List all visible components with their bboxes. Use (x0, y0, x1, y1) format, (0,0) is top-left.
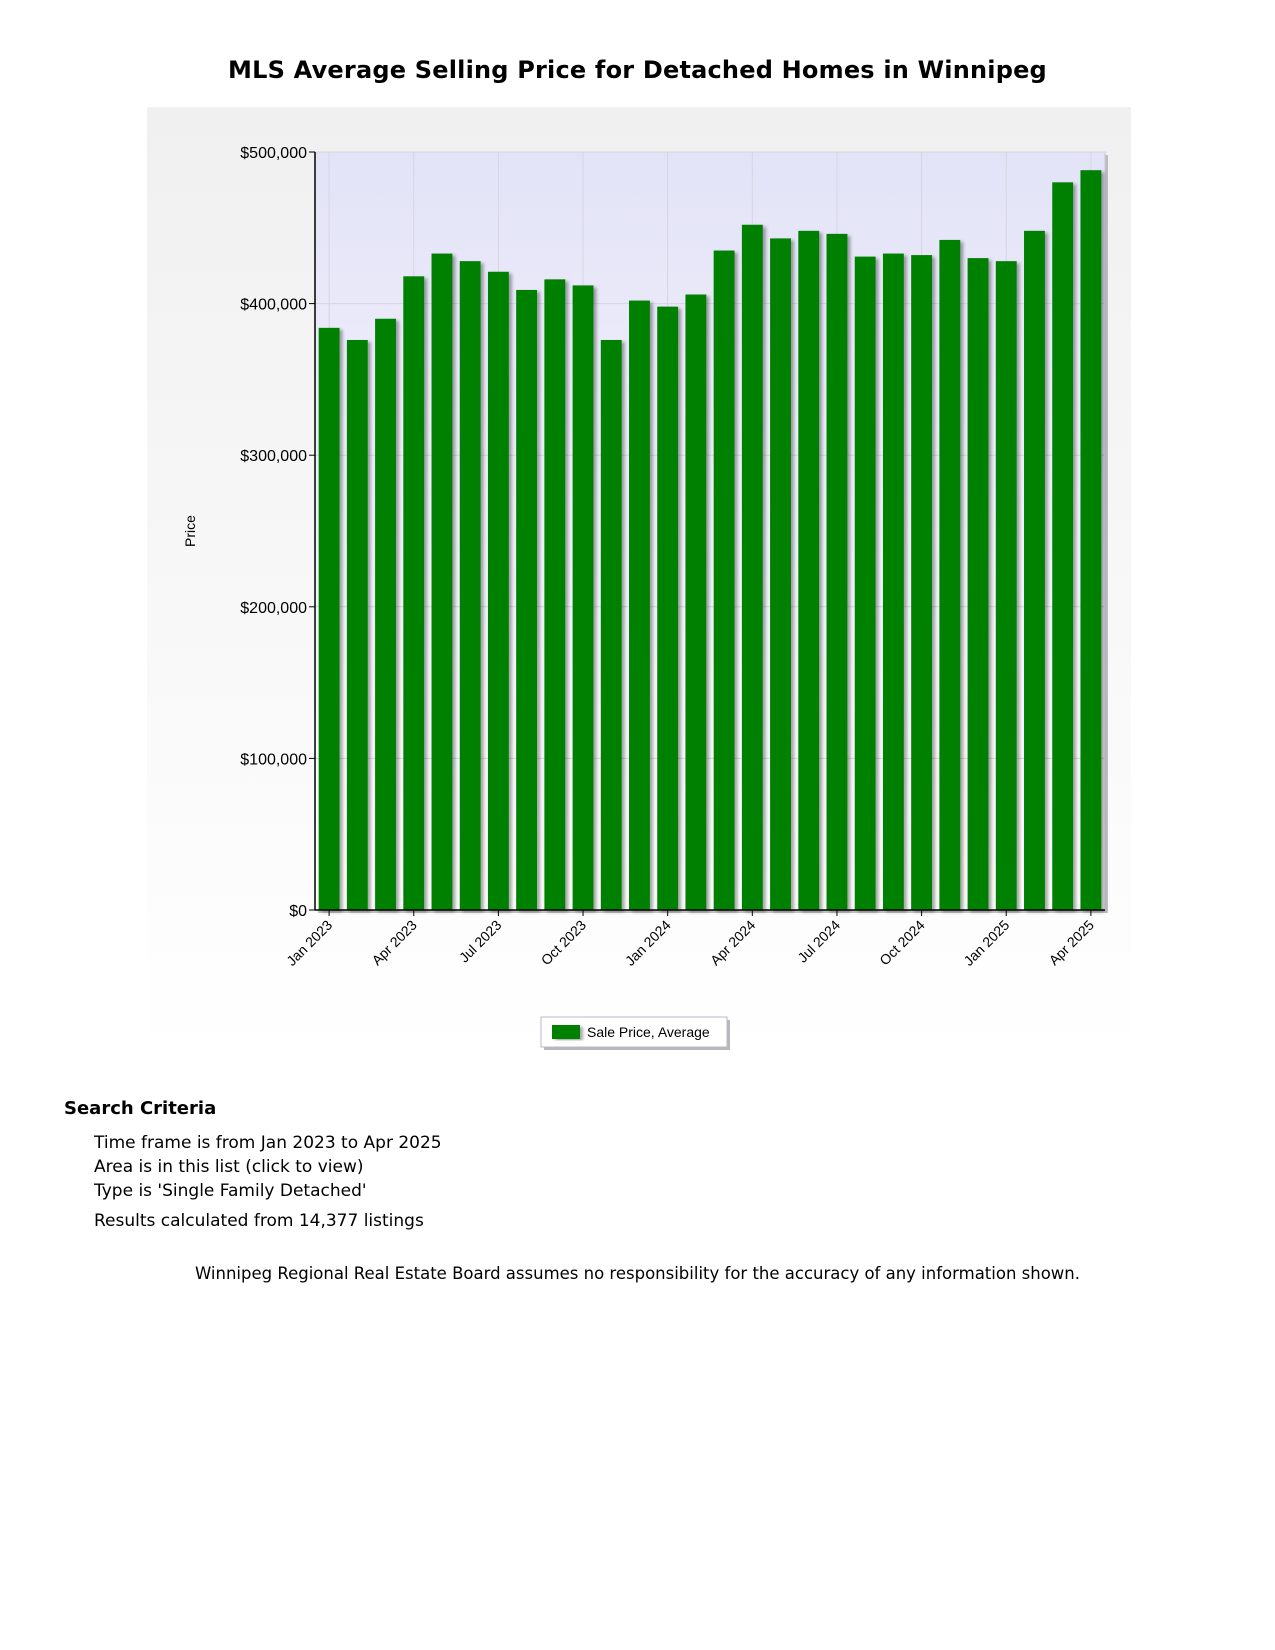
x-tick-label: Jan 2024 (621, 916, 674, 969)
bar (685, 295, 706, 910)
x-tick-label: Jul 2024 (794, 916, 844, 966)
bar (827, 234, 848, 910)
bar-chart (147, 107, 1131, 1057)
bar (319, 328, 340, 910)
y-tick-label: $0 (289, 903, 307, 920)
bar (488, 272, 509, 910)
bar (460, 261, 481, 910)
x-tick-label: Jan 2025 (960, 916, 1013, 969)
y-tick-label: $100,000 (240, 751, 307, 769)
legend-label: Sale Price, Average (587, 1024, 710, 1040)
x-tick-label: Apr 2023 (368, 916, 420, 969)
bar (911, 255, 932, 910)
y-axis-label: Price (182, 515, 198, 547)
area-criterion-link[interactable]: Area is in this list (click to view) (94, 1157, 364, 1177)
bar (996, 261, 1017, 910)
x-tick-label: Apr 2024 (706, 916, 759, 969)
bar (432, 254, 453, 910)
bar (573, 285, 594, 910)
bar (1052, 182, 1073, 910)
x-tick-label: Oct 2023 (537, 916, 590, 969)
bar (347, 340, 368, 910)
bar (629, 301, 650, 910)
chart-panel (147, 107, 1131, 1057)
bar (939, 240, 960, 910)
x-tick-label: Oct 2024 (876, 916, 928, 969)
disclaimer: Winnipeg Regional Real Estate Board assumes no responsibility for the accuracy of any information shown. (194, 1264, 1081, 1283)
y-tick-label: $200,000 (240, 599, 307, 617)
bar (798, 231, 819, 910)
bar (375, 319, 396, 910)
search-criteria (64, 1098, 442, 1233)
legend-swatch (552, 1025, 580, 1039)
criteria-list (64, 1131, 442, 1233)
type-criterion: Type is 'Single Family Detached' (94, 1181, 367, 1201)
results-count: Results calculated from 14,377 listings (94, 1211, 424, 1231)
bar (516, 290, 537, 910)
y-tick-label: $500,000 (240, 145, 307, 162)
x-tick-label: Jul 2023 (455, 916, 505, 966)
bar (714, 251, 735, 910)
x-tick-label: Jan 2023 (283, 916, 336, 969)
bar (544, 279, 565, 910)
y-tick-label: $300,000 (240, 448, 307, 466)
bar (742, 225, 763, 910)
bar (883, 254, 904, 910)
page-title: MLS Average Selling Price for Detached Homes in Winnipeg (228, 56, 1047, 84)
y-tick-label: $400,000 (240, 296, 307, 314)
search-criteria-heading: Search Criteria (64, 1098, 217, 1119)
bar (403, 276, 424, 910)
legend (541, 1017, 730, 1050)
time-frame-criterion: Time frame is from Jan 2023 to Apr 2025 (94, 1133, 442, 1153)
bar (1024, 231, 1045, 910)
x-tick-label: Apr 2025 (1045, 916, 1098, 969)
bar (657, 307, 678, 910)
bar (855, 257, 876, 910)
bar (1080, 170, 1101, 910)
bar (968, 258, 989, 910)
bar (601, 340, 622, 910)
bar (770, 238, 791, 910)
